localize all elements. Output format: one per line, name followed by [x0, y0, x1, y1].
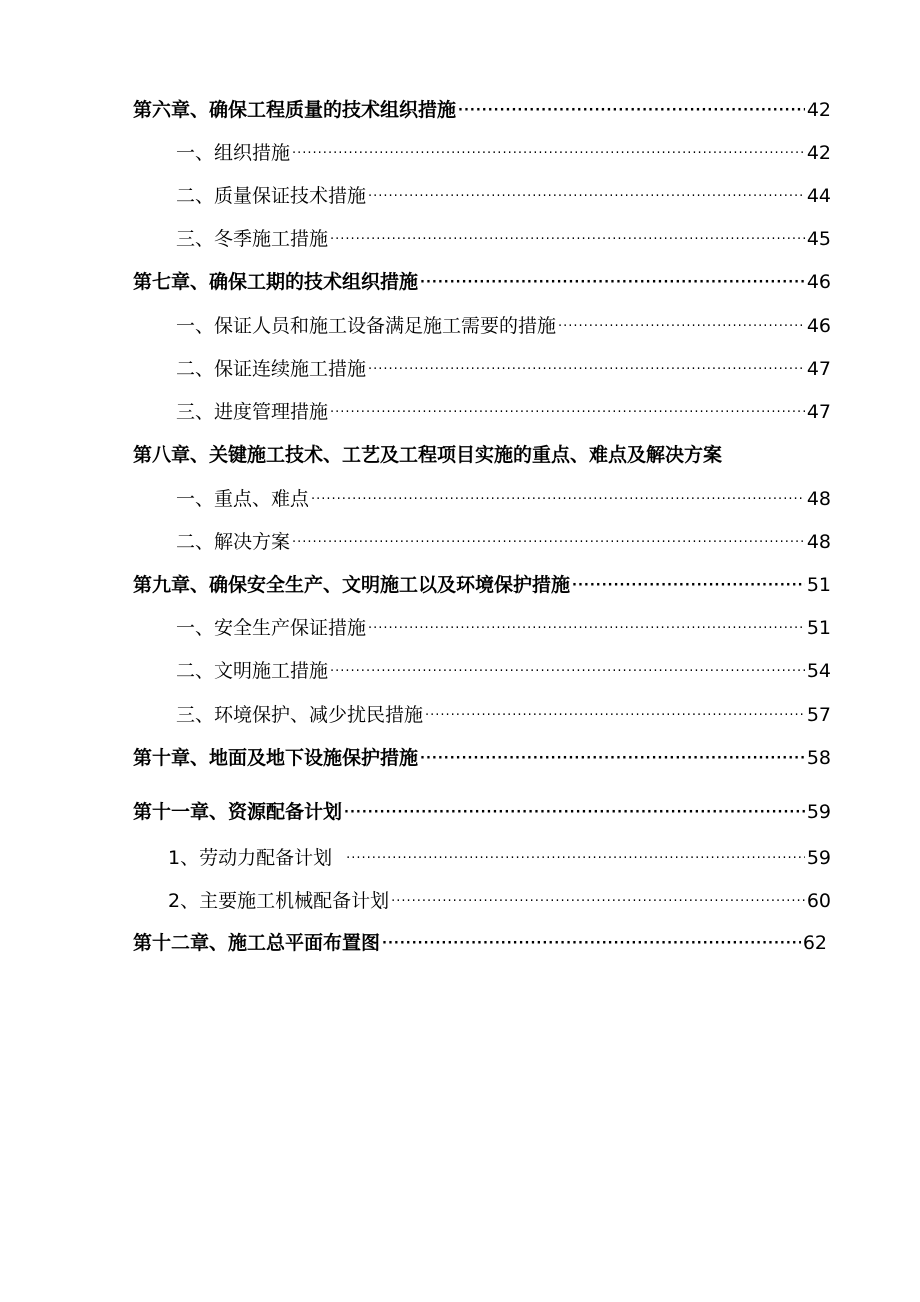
toc-entry-chapter-9 [133, 570, 831, 600]
toc-entry-page: 45 [806, 228, 831, 250]
toc-entry-title: 2、主要施工机械配备计划 [168, 890, 390, 912]
toc-entry-page: 57 [806, 704, 831, 726]
dot-leader [292, 528, 805, 558]
toc-entry-title: 一、安全生产保证措施 [176, 617, 367, 639]
toc-entry-page: 42 [806, 99, 831, 121]
toc-entry-title: 一、保证人员和施工设备满足施工需要的措施 [176, 315, 557, 337]
dot-leader [425, 701, 805, 731]
dot-leader [311, 485, 805, 515]
toc-entry-section [176, 311, 831, 341]
toc-entry-page: 48 [806, 531, 831, 553]
toc-entry-section [168, 886, 831, 916]
toc-entry-title: 第六章、确保工程质量的技术组织措施 [133, 99, 457, 121]
toc-entry-page: 54 [806, 660, 831, 682]
toc-entry-page: 46 [806, 271, 831, 293]
toc-entry-page: 59 [806, 847, 831, 869]
dot-leader [330, 657, 805, 687]
toc-entry-section [176, 484, 831, 514]
toc-entry-chapter-6 [133, 95, 831, 125]
toc-entry-section [176, 397, 831, 427]
toc-entry-title: 第十一章、资源配备计划 [133, 801, 343, 823]
dot-leader [346, 844, 805, 874]
toc-entry-title: 第八章、关键施工技术、工艺及工程项目实施的重点、难点及解决方案 [133, 444, 723, 466]
toc-entry-title: 三、环境保护、减少扰民措施 [176, 704, 424, 726]
toc-entry-title: 三、进度管理措施 [176, 401, 329, 423]
toc-entry-title: 1、劳动力配备计划 [168, 847, 333, 869]
toc-entry-section [176, 656, 831, 686]
dot-leader [292, 139, 805, 169]
toc-entry-page: 46 [806, 315, 831, 337]
toc-entry-page: 58 [806, 747, 831, 769]
toc-entry-chapter-12 [133, 928, 827, 958]
toc-entry-page: 60 [806, 890, 831, 912]
toc-entry-section [176, 138, 831, 168]
toc-entry-section [176, 700, 831, 730]
toc-entry-chapter-7 [133, 267, 831, 297]
toc-entry-section [168, 843, 831, 873]
dot-leader [368, 614, 805, 644]
toc-entry-section [176, 181, 831, 211]
dot-leader [572, 571, 805, 601]
toc-entry-page: 51 [806, 617, 831, 639]
toc-entry-page: 47 [806, 401, 831, 423]
dot-leader [382, 929, 801, 959]
toc-entry-title: 三、冬季施工措施 [176, 228, 329, 250]
toc-entry-section [176, 613, 831, 643]
toc-entry-section [176, 224, 831, 254]
dot-leader [391, 887, 805, 917]
toc-entry-chapter-11 [133, 797, 831, 827]
toc-entry-page: 62 [802, 932, 827, 954]
dot-leader [330, 398, 805, 428]
dot-leader [420, 268, 805, 298]
toc-entry-page: 47 [806, 358, 831, 380]
dot-leader [420, 744, 805, 774]
dot-leader [344, 798, 805, 828]
toc-entry-title: 第七章、确保工期的技术组织措施 [133, 271, 419, 293]
toc-entry-title: 第九章、确保安全生产、文明施工以及环境保护措施 [133, 574, 571, 596]
dot-leader [368, 355, 805, 385]
toc-entry-title: 二、文明施工措施 [176, 660, 329, 682]
toc-entry-section [176, 354, 831, 384]
toc-entry-title: 第十二章、施工总平面布置图 [133, 932, 381, 954]
toc-entry-title: 一、重点、难点 [176, 488, 310, 510]
toc-entry-title: 第十章、地面及地下设施保护措施 [133, 747, 419, 769]
dot-leader [558, 312, 805, 342]
toc-entry-chapter-10 [133, 743, 831, 773]
toc-entry-page: 48 [806, 488, 831, 510]
toc-entry-page: 42 [806, 142, 831, 164]
dot-leader [458, 96, 805, 126]
dot-leader [368, 182, 805, 212]
toc-entry-title: 二、保证连续施工措施 [176, 358, 367, 380]
dot-leader [330, 225, 805, 255]
toc-entry-page: 59 [806, 801, 831, 823]
toc-entry-section [176, 527, 831, 557]
toc-entry-page: 44 [806, 185, 831, 207]
toc-entry-title: 一、组织措施 [176, 142, 291, 164]
toc-entry-title: 二、质量保证技术措施 [176, 185, 367, 207]
toc-entry-chapter-8 [133, 440, 831, 470]
toc-entry-title: 二、解决方案 [176, 531, 291, 553]
toc-entry-page: 51 [806, 574, 831, 596]
